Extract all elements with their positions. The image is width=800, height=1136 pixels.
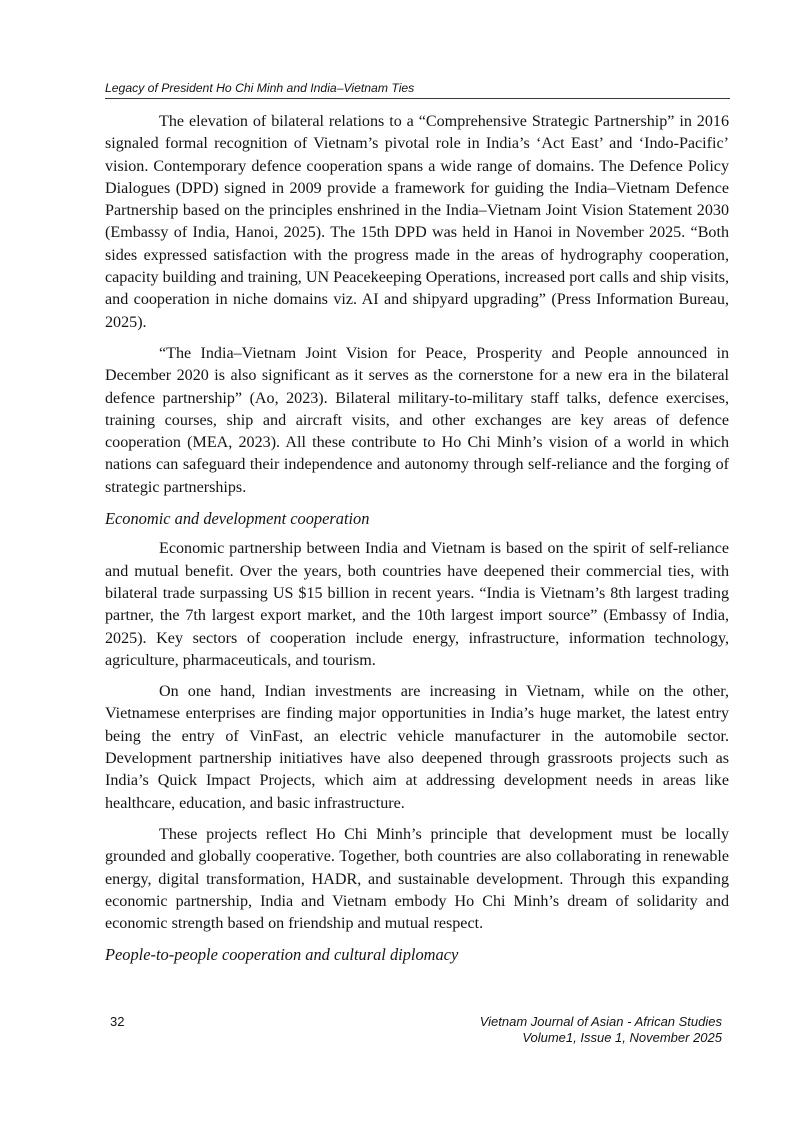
paragraph-development-principle: These projects reflect Ho Chi Minh’s principle that development must be locally grounded and globally cooperative. Together, both countries are also collaborating in renewable energy, digital transformation, HADR, and sustainable development. Through this expanding economic partnership, India and Vietnam embody Ho Chi Minh’s dream of solidarity and economic strength based on friendship and mutual respect.: [105, 825, 729, 933]
journal-issue: Volume1, Issue 1, November 2025: [522, 1030, 722, 1045]
paragraph-investments: On one hand, Indian investments are increasing in Vietnam, while on the other, Vietnamese enterprises are finding major opportunities in India’s huge market, the latest entry being the entry of VinFast, an electric vehicle manufacturer in the automobile sector. Development partnership initiatives have also deepened through grassroots projects such as India’s Quick Impact Projects, which aim at addressing development needs in areas like healthcare, education, and basic infrastructure.: [105, 683, 729, 812]
paragraph-joint-vision: “The India–Vietnam Joint Vision for Peace, Prosperity and People announced in December 2020 is also significant as it serves as the cornerstone for a new era in the bilateral defence partnership” (Ao, 2023). Bilateral military-to-military staff talks, defence exercises, training courses, ship and aircraft visits, and other exchanges are key areas of defence cooperation (MEA, 2023). All these contribute to Ho Chi Minh’s vision of a world in which nations can safeguard their independence and autonomy through self-reliance and the forging of strategic partnerships.: [105, 344, 729, 496]
section-heading-people: People-to-people cooperation and cultural diplomacy: [105, 945, 459, 965]
article-body: [105, 111, 729, 975]
section-heading-economic: Economic and development cooperation: [105, 509, 370, 529]
paragraph-economic-partnership: Economic partnership between India and Vietnam is based on the spirit of self-reliance and mutual benefit. Over the years, both countries have deepened their commercial ties, with bilateral trade surpassing US $15 billion in recent years. “India is Vietnam’s 8th largest trading partner, the 7th largest export market, and the 10th largest import source” (Embassy of India, 2025). Key sectors of cooperation include energy, infrastructure, information technology, agriculture, pharmaceuticals, and tourism.: [105, 540, 729, 669]
page-number: 32: [110, 1014, 125, 1029]
paragraph-defence-partnership: The elevation of bilateral relations to a “Comprehensive Strategic Partnership” in 2016 signaled formal recognition of Vietnam’s pivotal role in India’s ‘Act East’ and ‘Indo-Pacific’ vision. Contemporary defence cooperation spans a wide range of domains. The Defence Policy Dialogues (DPD) signed in 2009 provide a framework for guiding the India–Vietnam Defence Partnership based on the principles enshrined in the India–Vietnam Joint Vision Statement 2030 (Embassy of India, Hanoi, 2025). The 15th DPD was held in Hanoi in November 2025. “Both sides expressed satisfaction with the progress made in the areas of hydrography cooperation, capacity building and training, UN Peacekeeping Operations, increased port calls and ship visits, and cooperation in niche domains viz. AI and shipyard upgrading” (Press Information Bureau, 2025).: [105, 113, 729, 331]
journal-info: [480, 1014, 722, 1046]
running-header: Legacy of President Ho Chi Minh and India–Vietnam Ties: [105, 80, 730, 99]
journal-title: Vietnam Journal of Asian - African Studies: [479, 1014, 722, 1029]
